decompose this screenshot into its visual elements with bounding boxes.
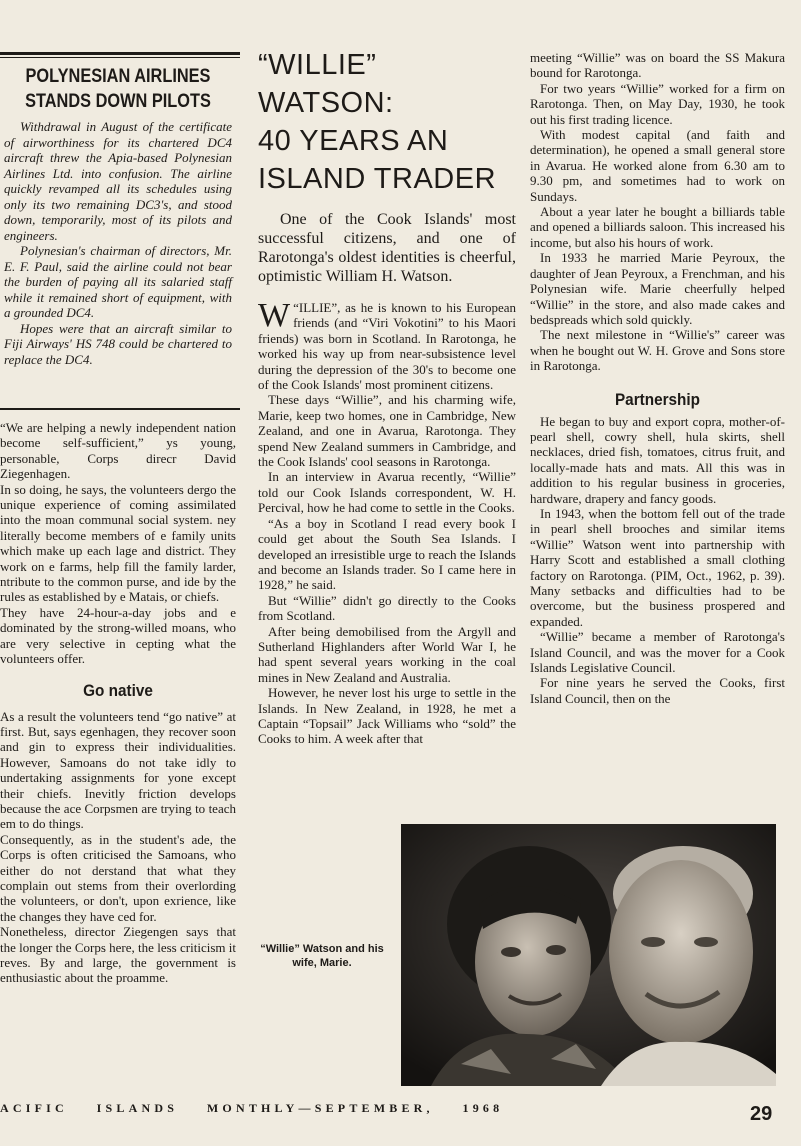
go-native-subhead: Go native xyxy=(83,680,153,700)
page-number: 29 xyxy=(750,1103,773,1125)
col3-para-1: meeting “Willie” was on board the SS Makura bound for Rarotonga. xyxy=(530,50,785,81)
pc-para-2: In so doing, he says, the volunteers dergo the unique experience of coming assimilated into the moan communal social system. ney literally become members of e family units which make up each lage and district. They work on e farms, help fill the family larder, ntribute to the common purse, and ide by the rules as established by e Matais, or chiefs. xyxy=(0,481,236,605)
first-paragraph: “ W ILLIE”, as he is known to his European friends (and “Viri Vokotini” to his Maori friends) was born in Scotland. In Rarotonga, he worked his way up from near-subsistence level during the depression of the 30's to become one of the Cook Islands' most prominent citizens. xyxy=(258,297,516,393)
running-head: ACIFIC ISLANDS MONTHLY—SEPTEMBER, 1968 xyxy=(0,1101,504,1115)
col2-para-4: But “Willie” didn't go directly to the Cooks from Scotland. xyxy=(258,592,516,624)
article-title xyxy=(258,46,516,198)
top-rule-left-thin xyxy=(0,57,240,58)
airline-para-2: Polynesian's chairman of directors, Mr. E. F. Paul, said the airline could not bear the burden of paying all its salaried staff while it remained short of equipment, with a grounded DC4. xyxy=(4,243,232,320)
drop-cap: W xyxy=(258,297,291,334)
col2-para-5: After being demobilised from the Argyll and Sutherland Highlanders after World War I, he had spent several years working in the coal mines in New Zealand and Australia. xyxy=(258,623,516,685)
pc-para-5: Consequently, as in the student's ade, the Corps is often criticised the Samoans, who either do not derstand that what they complain out stems from their overlording the volunteers, or don't, upon exrience, like the changes they have ced for. xyxy=(0,831,236,924)
col3-body xyxy=(530,50,785,374)
photo-caption: “Willie” Watson and his wife, Marie. xyxy=(260,943,384,969)
watson-article-col2 xyxy=(258,46,516,747)
airline-para-1: Withdrawal in August of the certificate of airworthiness for its chartered DC4 aircraft threw the Apia-based Polynesian Airlines Ltd. into confusion. The airline quickly revamped all its schedules using only its two remaining DC3's, and stood down, temporarily, most of its pilots and engineers. xyxy=(4,119,232,243)
col3-para-9: “Willie” became a member of Rarotonga's Island Council, and was the mover for a Cook Islands Legislative Council. xyxy=(530,629,785,676)
col3-para-2: For two years “Willie” worked for a firm on Rarotonga. Then, on May Day, 1930, he took out his first trading licence. xyxy=(530,80,785,127)
watson-article-col3 xyxy=(530,50,785,706)
airline-headline: POLYNESIAN AIRLINES STANDS DOWN PILOTS xyxy=(25,66,211,112)
col3-para-5: In 1933 he married Marie Peyroux, the daughter of Jean Peyroux, a Frenchman, and his Polynesian wife. Marie cheerfully helped “Willie” in the store, and also made cakes and bedspreads which sold quickly. xyxy=(530,250,785,327)
col3-para-10: For nine years he served the Cooks, first Island Council, then on the xyxy=(530,675,785,706)
airline-para-3: Hopes were that an aircraft similar to Fiji Airways' HS 748 could be chartered to replace the DC4. xyxy=(4,320,232,367)
col3-body-2 xyxy=(530,414,785,707)
pc-para-1: “We are helping a newly independent nation become self-sufficient,” ys young, personable, Corps direcr David Ziegenhagen. xyxy=(0,420,236,482)
col2-para-1: These days “Willie”, and his charming wife, Marie, keep two homes, one in Cambridge, New Zealand, and one in Avarua, Rarotonga. They spend New Zealand summers in Cambridge, and the Cook Islands' cool seasons in Rarotonga. xyxy=(258,392,516,470)
col3-para-4: About a year later he bought a billiards table and opened a billiards saloon. This increased his income, but also his hours of work. xyxy=(530,204,785,250)
open-quote: “ xyxy=(293,300,299,315)
col2-para-3: “As a boy in Scotland I read every book I could get about the South Sea Islands. I developed an irresistible urge to reach the Islands and become an Islands trader. So I came here in 1928,” he said. xyxy=(258,515,516,593)
col3-para-7: He began to buy and export copra, mother-of-pearl shell, cowry shell, hula skirts, shell necklaces, dried fish, tomatoes, citrus fruit, and locally-made hats and mats. All this was in addition to his regular business in groceries, hardware, drapery and fancy goods. xyxy=(530,413,785,506)
pc-para-6: Nonetheless, director Ziegengen says that the longer the Corps here, the less criticism it reves. By and large, the government is enthusiastic about the proamme. xyxy=(0,924,236,986)
title-line-2: 40 YEARS AN xyxy=(258,125,449,157)
partnership-subhead: Partnership xyxy=(614,389,701,409)
col3-para-3: With modest capital (and faith and determination), he opened a small general store in Avarua. He worked alone from 6.30 am to 9.30 pm, and sometimes had to work on Sundays. xyxy=(530,127,785,204)
watson-couple-photo xyxy=(401,824,776,1086)
pc-para-4: As a result the volunteers tend “go native” at first. But, says egenhagen, they recover soon and gin to express their individualities. However, Samoans do not take idly to undertaking assignments for yone except their chiefs. Inevitly friction develops because the ace Corpsmen are trying to teach em to do things. xyxy=(0,708,236,832)
title-line-1: “WILLIE” WATSON: xyxy=(258,49,394,119)
airline-body xyxy=(4,119,232,367)
top-rule-left xyxy=(0,52,240,55)
col3-para-6: The next milestone in “Willie's” career was when he bought out W. H. Grove and Sons store in Rarotonga. xyxy=(530,327,785,374)
col2-body xyxy=(258,297,516,747)
airline-news-item xyxy=(4,64,232,367)
pc-para-3: They have 24-hour-a-day jobs and e dominated by the strong-willed moans, who are very selective in cepting what the volunteers offer. xyxy=(0,604,236,667)
box-bottom-rule xyxy=(0,408,240,410)
photo-illustration xyxy=(401,824,776,1086)
peace-corps-body-2 xyxy=(0,709,236,986)
peace-corps-body xyxy=(0,420,236,667)
peace-corps-article xyxy=(0,420,236,986)
col2-para-2: In an interview in Avarua recently, “Willie” told our Cook Islands correspondent, W. H. Percival, how he had come to settle in the Cooks. xyxy=(258,469,516,516)
col3-para-8: In 1943, when the bottom fell out of the trade in pearl shell brooches and similar items “Willie” Watson went into partnership with Harry Scott and established a small clothing factory on Rarotonga. (PIM, Oct., 1962, p. 39). Many setbacks and difficulties had to be overcome, but the business prospered and expanded. xyxy=(530,505,785,629)
article-lead: One of the Cook Islands' most successful citizens, and one of Rarotonga's oldest identities is cheerful, optimistic William H. Watson. xyxy=(258,211,516,285)
title-line-3: ISLAND TRADER xyxy=(258,163,497,195)
col2-para-6: However, he never lost his urge to settle in the Islands. In New Zealand, in 1928, he met a Captain “Topsail” Jack Williams who “sold” the Cooks to him. A week after that xyxy=(258,685,516,747)
